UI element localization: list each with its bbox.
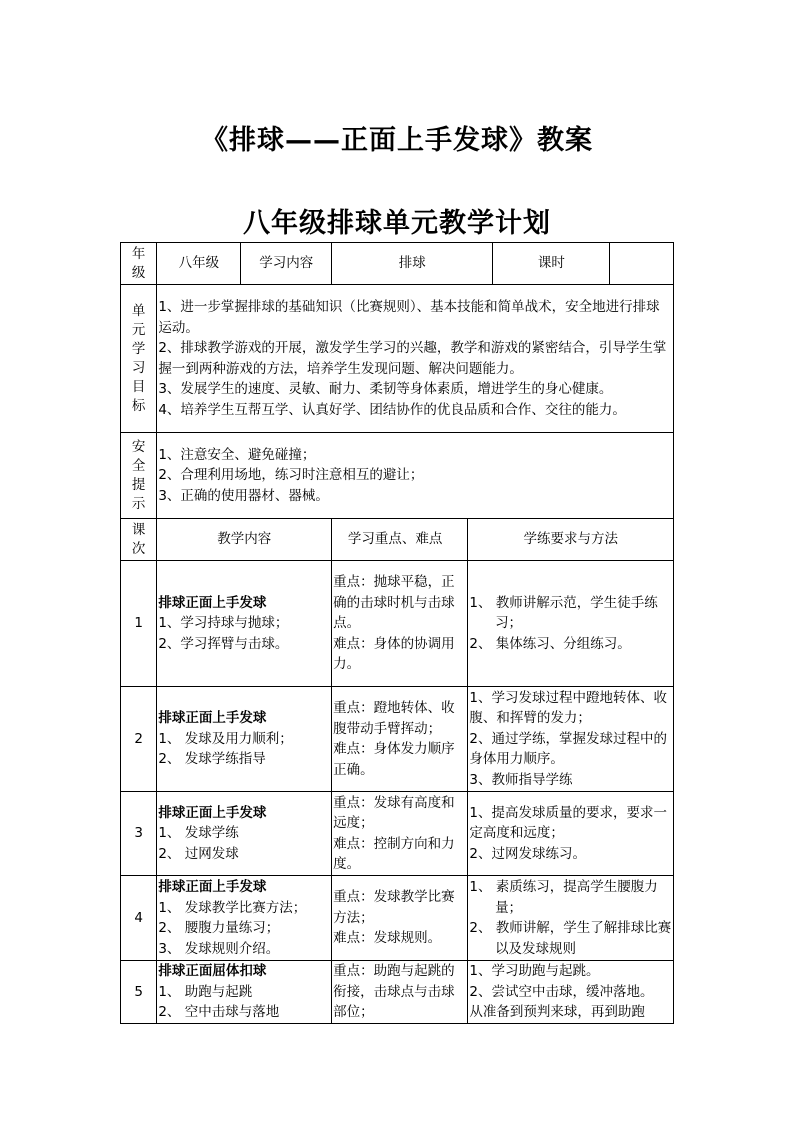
lesson-focus: 重点：蹬地转体、收腹带动手臂挥动； 难点：身体发力顺序正确。	[332, 687, 468, 792]
lesson-number: 2	[121, 687, 157, 792]
lesson-title: 排球正面上手发球	[158, 594, 267, 611]
safety-label: 安 全 提 示	[121, 433, 157, 519]
lesson-number: 3	[121, 792, 157, 876]
goal-item: 2、排球教学游戏的开展，激发学生学习的兴趣，教学和游戏的紧密结合，引导学生掌握一到两种游戏的方法，培养学生发现问题、解决问题能力。	[158, 340, 667, 377]
lesson-focus: 重点：发球有高度和远度； 难点：控制方向和力度。	[332, 792, 468, 876]
lesson-number: 5	[121, 961, 157, 1024]
lesson-method: 1、提高发球质量的要求，要求一定高度和远度； 2、过网发球练习。	[468, 792, 674, 876]
lesson-content: 排球正面上手发球 1、学习持球与抛球； 2、学习挥臂与击球。	[157, 561, 332, 687]
lesson-method: 1、学习助跑与起跳。 2、尝试空中击球，缓冲落地。 从准备到预判来球，再到助跑	[468, 961, 674, 1024]
safety-item: 1、注意安全、避免碰撞；	[158, 446, 316, 463]
lesson-content: 排球正面上手发球 1、 发球及用力顺利； 2、 发球学练指导	[157, 687, 332, 792]
lessons-header-row	[121, 519, 674, 561]
goal-item: 1、进一步掌握排球的基础知识（比赛规则）、基本技能和简单战术，安全地进行排球运动。	[158, 299, 660, 336]
lesson-method: 1、学习发球过程中蹬地转体、收腹、和挥臂的发力； 2、通过学练，掌握发球过程中的身体用力顺序。 3、教师指导学练	[468, 687, 674, 792]
hours-label: 课时	[493, 243, 610, 285]
goals-row	[121, 285, 674, 433]
safety-item: 3、正确的使用器材、器械。	[158, 487, 329, 504]
goals-label: 单 元 学 习 目 标	[121, 285, 157, 433]
lesson-content: 排球正面屈体扣球 1、 助跑与起跳 2、 空中击球与落地	[157, 961, 332, 1024]
lesson-row	[121, 561, 674, 687]
lesson-row	[121, 876, 674, 961]
safety-item: 2、合理利用场地，练习时注意相互的避让；	[158, 467, 424, 484]
goal-item: 4、培养学生互帮互学、认真好学、团结协作的优良品质和合作、交往的能力。	[158, 401, 626, 418]
lesson-row	[121, 961, 674, 1024]
plan-title: 八年级排球单元教学计划	[243, 208, 551, 239]
teaching-plan-table	[120, 242, 674, 1024]
goals-content	[157, 285, 674, 433]
lesson-focus: 重点：助跑与起跳的衔接，击球点与击球部位；	[332, 961, 468, 1024]
content-label: 学习内容	[241, 243, 332, 285]
lesson-method: 1、 素质练习，提高学生腰腹力量； 2、 教师讲解，学生了解排球比赛以及发球规则	[468, 876, 674, 961]
lesson-title: 排球正面上手发球	[158, 879, 267, 895]
lesson-number: 1	[121, 561, 157, 687]
content-value: 排球	[332, 243, 493, 285]
hours-value	[610, 243, 674, 285]
lesson-title: 排球正面屈体扣球	[158, 963, 267, 979]
grade-row	[121, 243, 674, 285]
grade-label: 年 级	[121, 243, 157, 285]
lesson-content: 排球正面上手发球 1、 发球教学比赛方法； 2、 腰腹力量练习； 3、 发球规则介绍。	[157, 876, 332, 961]
lesson-content: 排球正面上手发球 1、 发球学练 2、 过网发球	[157, 792, 332, 876]
lesson-title: 排球正面上手发球	[158, 804, 267, 821]
safety-content	[157, 433, 674, 519]
lesson-row	[121, 792, 674, 876]
method-header: 学练要求与方法	[468, 519, 674, 561]
lesson-number-header: 课 次	[121, 519, 157, 561]
content-header: 教学内容	[157, 519, 332, 561]
goal-item: 3、发展学生的速度、灵敏、耐力、柔韧等身体素质，增进学生的身心健康。	[158, 381, 613, 397]
lesson-focus: 重点：抛球平稳，正确的击球时机与击球点。 难点：身体的协调用力。	[332, 561, 468, 687]
lesson-title: 排球正面上手发球	[158, 710, 267, 727]
grade-value: 八年级	[157, 243, 241, 285]
lesson-row	[121, 687, 674, 792]
lesson-focus: 重点：发球教学比赛方法； 难点：发球规则。	[332, 876, 468, 961]
safety-row	[121, 433, 674, 519]
lesson-number: 4	[121, 876, 157, 961]
focus-header: 学习重点、难点	[332, 519, 468, 561]
document-title: 《排球——正面上手发球》教案	[201, 125, 593, 156]
lesson-method: 1、 教师讲解示范，学生徒手练习； 2、 集体练习、分组练习。	[468, 561, 674, 687]
